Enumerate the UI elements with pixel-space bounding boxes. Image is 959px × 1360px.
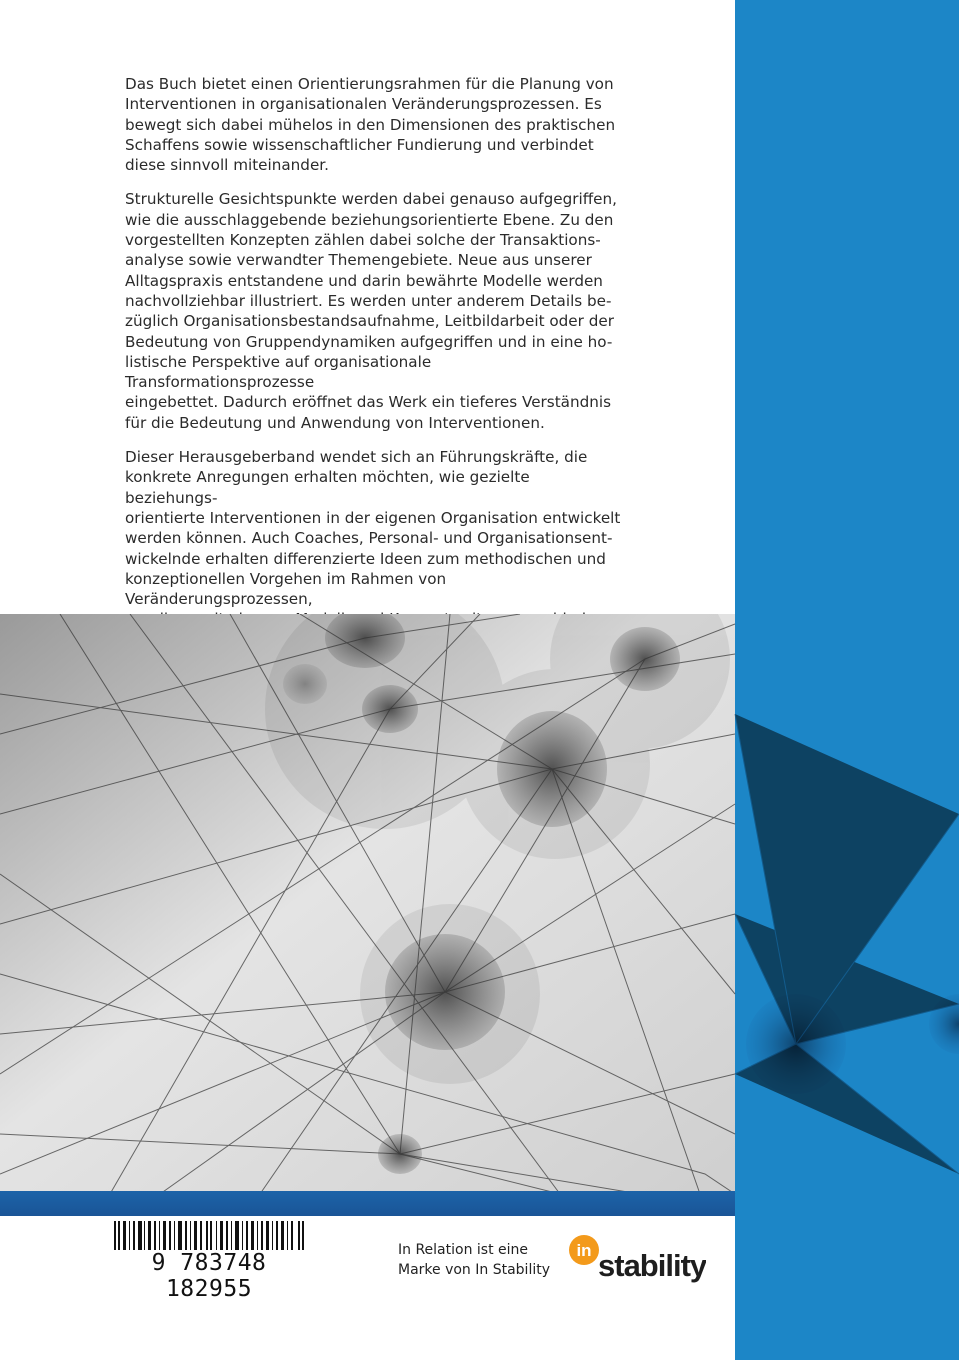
network-illustration xyxy=(0,614,959,1194)
logo-word: stability xyxy=(598,1248,706,1283)
blurb-paragraph-1: Das Buch bietet einen Orientierungsrahmen für die Planung von Interventionen in organisationalen Veränderungsprozessen. Es bewegt sich dabei mühelos in den Dimensionen des praktischen Schaffens sowie wissenschaftlicher Fundierung und verbindet diese sinnvoll miteinander. xyxy=(125,75,616,175)
imprint-note: In Relation ist eine Marke von In Stability xyxy=(398,1242,550,1278)
isbn-number: 9 783748 182955 xyxy=(104,1250,314,1302)
in-stability-logo xyxy=(566,1232,706,1288)
back-cover-blurb xyxy=(125,74,625,644)
blurb-paragraph-3: Dieser Herausgeberband wendet sich an Führungskräfte, die konkrete Anregungen erhalten möchten, wie gezielte beziehungs- orientierte Interventionen in der eigenen Organisation entwickelt werden können. Auch Coaches, Personal- und Organisationsent- wickelnde erhalten differenzierte Ideen zum methodischen und konzeptionellen Vorgehen im Rahmen von Veränderungsprozessen, xyxy=(125,448,621,609)
bottom-blue-strip xyxy=(0,1191,735,1216)
blurb-paragraph-2: Strukturelle Gesichtspunkte werden dabei genauso aufgegriffen, wie die ausschlaggebende beziehungsorientierte Ebene. Zu den vorgestellten Konzepten zählen dabei solche der Transaktions- analyse sowie verwandter Themengebiete. Neue aus unserer Alltagspraxis entstandene und darin bewährte Modelle werden nachvollziehbar illustriert. Es werden unter anderem Details be- züglich Organisationsbestandsaufnahme, Leitbildarbeit oder der Bedeutung von Gruppendynamiken aufgegriffen und in eine ho- listische Perspektive auf organisationale Transformationsprozesse eingebettet. Dadurch eröffnet das Werk ein tieferes Verständnis für die Bedeutung und Anwendung von Interventionen. xyxy=(125,190,617,432)
logo-prefix: in xyxy=(576,1241,592,1260)
